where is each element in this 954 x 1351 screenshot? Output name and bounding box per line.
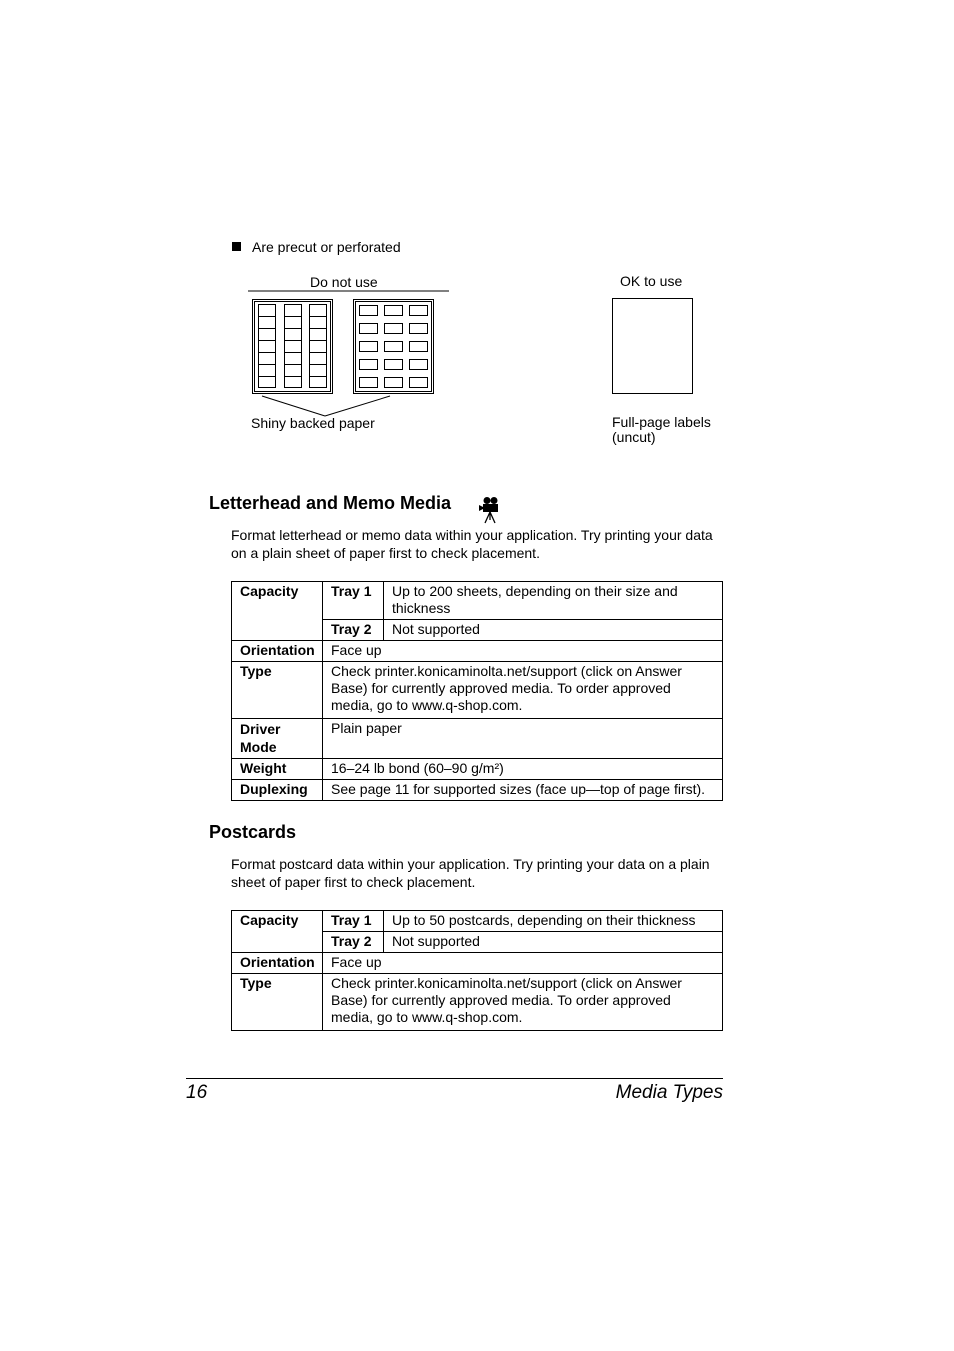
type-label: Type xyxy=(232,974,323,1031)
footer-rule xyxy=(186,1078,723,1079)
table-row xyxy=(232,719,723,759)
table-row xyxy=(232,780,723,801)
table-row xyxy=(232,911,723,932)
type-value: Check printer.konicaminolta.net/support (click on Answer Base) for currently approved media. To order approved media, go to www.q-shop.com. xyxy=(323,662,723,719)
weight-label: Weight xyxy=(232,759,323,780)
page-number: 16 xyxy=(186,1082,208,1103)
letterhead-heading xyxy=(209,493,451,514)
driver-mode-value: Plain paper xyxy=(323,719,723,759)
table-row xyxy=(232,759,723,780)
tray2-label: Tray 2 xyxy=(323,932,384,953)
type-label: Type xyxy=(232,662,323,719)
postcards-spec-table xyxy=(231,910,723,1031)
tray1-value: Up to 50 postcards, depending on their thickness xyxy=(384,911,723,932)
letterhead-heading-text: Letterhead and Memo Media xyxy=(209,493,452,513)
postcards-intro: Format postcard data within your application. Try printing your data on a plain sheet of paper first to check placement. xyxy=(231,856,710,890)
table-row xyxy=(232,953,723,974)
bullet-square-icon xyxy=(232,242,241,251)
orientation-value: Face up xyxy=(323,641,723,662)
tray2-value: Not supported xyxy=(384,620,723,641)
video-camera-icon xyxy=(477,496,503,524)
table-row xyxy=(232,662,723,719)
pointer-lines xyxy=(262,396,390,416)
capacity-label: Capacity xyxy=(232,911,323,953)
table-row xyxy=(232,582,723,620)
tray1-value: Up to 200 sheets, depending on their size and thickness xyxy=(384,582,723,620)
table-row xyxy=(232,641,723,662)
label-sheets-figure xyxy=(240,285,710,425)
tray1-label: Tray 1 xyxy=(323,911,384,932)
tray1-label: Tray 1 xyxy=(323,582,384,620)
tray2-value: Not supported xyxy=(384,932,723,953)
precut-sheet-grid xyxy=(354,300,434,394)
letterhead-spec-table xyxy=(231,581,723,801)
capacity-label: Capacity xyxy=(232,582,323,641)
tray2-label: Tray 2 xyxy=(323,620,384,641)
postcards-heading: Postcards xyxy=(209,822,297,842)
full-page-label-sheet xyxy=(613,299,693,394)
weight-value: 16–24 lb bond (60–90 g/m²) xyxy=(323,759,723,780)
full-page-line1: Full-page labels xyxy=(612,414,711,430)
footer-section-title: Media Types xyxy=(615,1082,723,1103)
do-not-use-label: Do not use xyxy=(310,274,378,290)
duplexing-label: Duplexing xyxy=(232,780,323,801)
driver-mode-label: Driver Mode xyxy=(232,719,323,759)
orientation-label: Orientation xyxy=(232,953,323,974)
bullet-text: Are precut or perforated xyxy=(252,239,401,255)
type-value: Check printer.konicaminolta.net/support (click on Answer Base) for currently approved media. To order approved media, go to www.q-shop.com. xyxy=(323,974,723,1031)
table-row xyxy=(232,974,723,1031)
duplexing-value: See page 11 for supported sizes (face up—top of page first). xyxy=(323,780,723,801)
perforated-sheet-columns xyxy=(253,300,333,394)
orientation-label: Orientation xyxy=(232,641,323,662)
letterhead-intro: Format letterhead or memo data within your application. Try printing your data on a plain sheet of paper first to check placement. xyxy=(231,527,713,561)
bullet-item xyxy=(232,239,401,255)
full-page-line2: (uncut) xyxy=(612,429,656,445)
shiny-backed-label: Shiny backed paper xyxy=(251,415,375,431)
ok-to-use-label: OK to use xyxy=(620,273,683,289)
orientation-value: Face up xyxy=(323,953,723,974)
